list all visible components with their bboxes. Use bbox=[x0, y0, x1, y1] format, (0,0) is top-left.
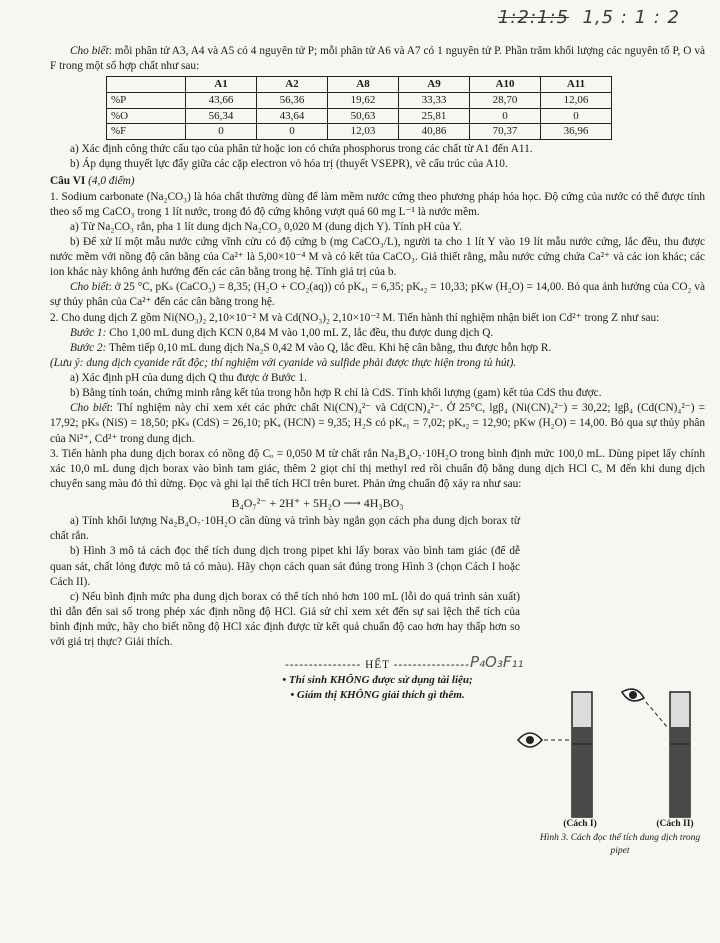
table-header: A2 bbox=[257, 77, 328, 93]
paragraph-2: 2. Cho dung dịch Z gồm Ni(NO₃)₂ 2,10×10⁻² M và Cd(NO₃)₂ 2,10×10⁻² M. Tiến hành thí nghiệm nhận biết ion Cd²⁺ trong Z như sau: bbox=[50, 311, 660, 324]
table-header: A9 bbox=[399, 77, 470, 93]
percentage-table bbox=[106, 76, 612, 140]
footer-note-2: • Giám thị KHÔNG giải thích gì thêm. bbox=[290, 689, 465, 702]
table-cell: 0 bbox=[470, 108, 541, 124]
pipet-reading-illustration bbox=[510, 672, 710, 822]
row-label: %O bbox=[107, 108, 186, 124]
step-2: Bước 2: Thêm tiếp 0,10 mL dung dịch Na₂S 0,42 M vào Q, lắc đều. Khi hệ cân bằng, thu được hỗn hợp R. bbox=[70, 341, 552, 354]
handwritten-ratio-note: 1:2:1:5 1,5 : 1 : 2 bbox=[497, 7, 680, 28]
paragraph-1: 1. Sodium carbonate (Na₂CO₃) là hóa chất thường dùng để làm mềm nước cứng theo phương pháp hóa học. Độ cứng của nước có thể được tính theo số mg CaCO₃ trong 1 lít nước, trong đó độ cứng không vượt quá 60 mg L⁻¹ là nước mềm. bbox=[50, 190, 705, 218]
table-cell: 56,34 bbox=[186, 108, 257, 124]
table-row bbox=[107, 108, 612, 124]
table-header: A10 bbox=[470, 77, 541, 93]
paragraph-2b: b) Bằng tính toán, chứng minh rằng kết tủa trong hỗn hợp R chỉ là CdS. Tính khối lượng (gam) kết tủa CdS thu được. bbox=[70, 387, 602, 400]
figure-caption: Hình 3. Cách đọc thể tích dung dịch trong pipet bbox=[539, 833, 701, 856]
footer-note-1: • Thí sinh KHÔNG được sử dụng tài liệu; bbox=[282, 674, 473, 687]
table-header: A8 bbox=[328, 77, 399, 93]
figure-label-1: (Cách I) bbox=[563, 819, 597, 829]
question-a: a) Xác định công thức cấu tạo của phân tử hoặc ion có chứa phosphorus trong các chất từ A1 đến A11. bbox=[70, 143, 533, 156]
table-cell: 33,33 bbox=[399, 92, 470, 108]
table-cell: 0 bbox=[186, 124, 257, 140]
table-cell: 40,86 bbox=[399, 124, 470, 140]
table-row bbox=[107, 124, 612, 140]
paragraph-1b: b) Để xử lí một mẫu nước cứng vĩnh cửu có độ cứng b (mg CaCO₃/L), người ta cho 1 lít Y vào 19 lít mẫu nước cứng, lắc đều, thu được nước mềm với nồng độ cân bằng của Ca²⁺ là 5,00×10⁻⁴ M và có kết tủa CaCO₃. Giả thiết rằng, mẫu nước cứng chứa Ca²⁺ và các ion khác; các ion khác này không ảnh hưởng đến các cân bằng trong hệ. Tính giá trị của b. bbox=[50, 235, 705, 279]
table-cell: 43,66 bbox=[186, 92, 257, 108]
section-heading: Câu VI (4,0 điểm) bbox=[50, 175, 135, 188]
titration-equation: B₄O₇²⁻ + 2H⁺ + 5H₂O ⟶ 4H₃BO₃ bbox=[231, 496, 404, 511]
table-cell: 12,06 bbox=[541, 92, 612, 108]
table-header: A11 bbox=[541, 77, 612, 93]
table-cell: 50,63 bbox=[328, 108, 399, 124]
paragraph-2a: a) Xác định pH của dung dịch Q thu được ở Bước 1. bbox=[70, 372, 307, 385]
paragraph-1-given: Cho biết: ở 25 °C, pKₛ (CaCO₃) = 8,35; (H₂O + CO₂(aq)) có pKₐ₁ = 6,35; pKₐ₂ = 10,33; pKw (H₂O) = 14,00. Bỏ qua ảnh hưởng của CO₂ và sự thủy phân của Ca²⁺ đến các cân bằng trong hệ. bbox=[50, 281, 705, 309]
table-cell: 25,81 bbox=[399, 108, 470, 124]
pipet-1 bbox=[572, 692, 592, 817]
paragraph-3: 3. Tiến hành pha dung dịch borax có nồng độ Cₒ = 0,050 M từ chất rắn Na₂B₄O₇·10H₂O trong bình định mức 100,0 mL. Dùng pipet lấy chính xác 10,0 mL dung dịch borax vào bình tam giác, thêm 2 giọt chỉ thị methyl red rồi chuẩn độ bằng dung dịch HCl Cₓ M đến khi dung dịch chuyển sang màu đỏ thì dừng. Đọc và ghi lại thể tích HCl trên buret. Phản ứng chuẩn độ xảy ra như sau: bbox=[50, 447, 705, 490]
table-cell: 56,36 bbox=[257, 92, 328, 108]
question-3-column bbox=[50, 514, 520, 650]
figure-label-2: (Cách II) bbox=[656, 819, 694, 829]
table-row bbox=[107, 92, 612, 108]
table-cell: 70,37 bbox=[470, 124, 541, 140]
question-b: b) Áp dụng thuyết lực đẩy giữa các cặp electron vỏ hóa trị (thuyết VSEPR), vẽ cấu trúc của A10. bbox=[70, 158, 508, 171]
step-1: Bước 1: Cho 1,00 mL dung dịch KCN 0,84 M vào 1,00 mL Z, lắc đều, thu được dung dịch Q. bbox=[70, 326, 494, 339]
table-cell: 0 bbox=[541, 108, 612, 124]
paragraph-2-given: Cho biết: Thí nghiệm này chỉ xem xét các phức chất Ni(CN)₄²⁻ và Cd(CN)₄²⁻. Ở 25°C, lgβ₄ (Ni(CN)₄²⁻) = 30,22; lgβ₄ (Cd(CN)₄²⁻) = 17,92; pKₛ (NiS) = 18,50; pKₛ (CdS) = 26,10; pKₐ (HCN) = 9,35; H₂S có pKₐ₁ = 7,02; pKₐ₂ = 12,90; pKw (H₂O) = 14,00. Bỏ qua sự thủy phân của Ni²⁺, Cd²⁺ trong dung dịch. bbox=[50, 402, 705, 445]
pipet-2 bbox=[670, 692, 690, 817]
table-header-row bbox=[107, 77, 612, 93]
paragraph-3c: c) Nếu bình định mức pha dung dịch borax có thể tích nhỏ hơn 100 mL (lỗi do quá trình sản xuất) thì dẫn đến sai số trong phép xác định nồng độ HCl. Giả sử chỉ xem xét đến sự sai lệch thể tích của bình định mức, hãy cho biết nồng độ HCl xác định được từ kết quả chuẩn độ cao hơn hay thấp hơn so với giá trị thực? Giải thích. bbox=[50, 590, 520, 649]
paragraph-3b: b) Hình 3 mô tả cách đọc thể tích dung dịch trong pipet khi lấy borax vào bình tam giác (để dễ quan sát, chất lỏng được mô tả có màu). Hãy chọn cách quan sát đúng trong Hình 3 (chọn Cách I hoặc Cách II). bbox=[50, 545, 520, 588]
eye-icon-1 bbox=[518, 733, 570, 747]
table-cell: 19,62 bbox=[328, 92, 399, 108]
eye-icon-2 bbox=[622, 689, 668, 728]
exam-page bbox=[50, 4, 705, 703]
safety-note: (Lưu ý: dung dịch cyanide rất độc; thí nghiệm với cyanide và sulfide phải được thực hiện trong tủ hút). bbox=[50, 356, 517, 369]
row-label: %P bbox=[107, 92, 186, 108]
end-marker: ---------------- HẾT ---------------- bbox=[285, 659, 470, 672]
table-header: A1 bbox=[186, 77, 257, 93]
table-cell: 12,03 bbox=[328, 124, 399, 140]
table-cell: 43,64 bbox=[257, 108, 328, 124]
table-cell: 28,70 bbox=[470, 92, 541, 108]
table-cell: 36,96 bbox=[541, 124, 612, 140]
handwritten-margin-note: P₄O₃F₁₁ bbox=[470, 653, 524, 671]
intro-paragraph: Cho biết: mỗi phân tử A3, A4 và A5 có 4 nguyên tử P; mỗi phân tử A6 và A7 có 1 nguyên tử P. Phần trăm khối lượng các nguyên tố P, O và F trong một số hợp chất như sau: bbox=[50, 45, 705, 73]
table-cell: 0 bbox=[257, 124, 328, 140]
figure-3 bbox=[510, 672, 710, 862]
paragraph-1a: a) Từ Na₂CO₃ rắn, pha 1 lít dung dịch Na₂CO₃ 0,020 M (dung dịch Y). Tính pH của Y. bbox=[70, 220, 462, 233]
paragraph-3a: a) Tính khối lượng Na₂B₄O₇·10H₂O cần dùng và trình bày ngắn gọn cách pha dung dịch borax từ chất rắn. bbox=[50, 515, 520, 543]
row-label: %F bbox=[107, 124, 186, 140]
